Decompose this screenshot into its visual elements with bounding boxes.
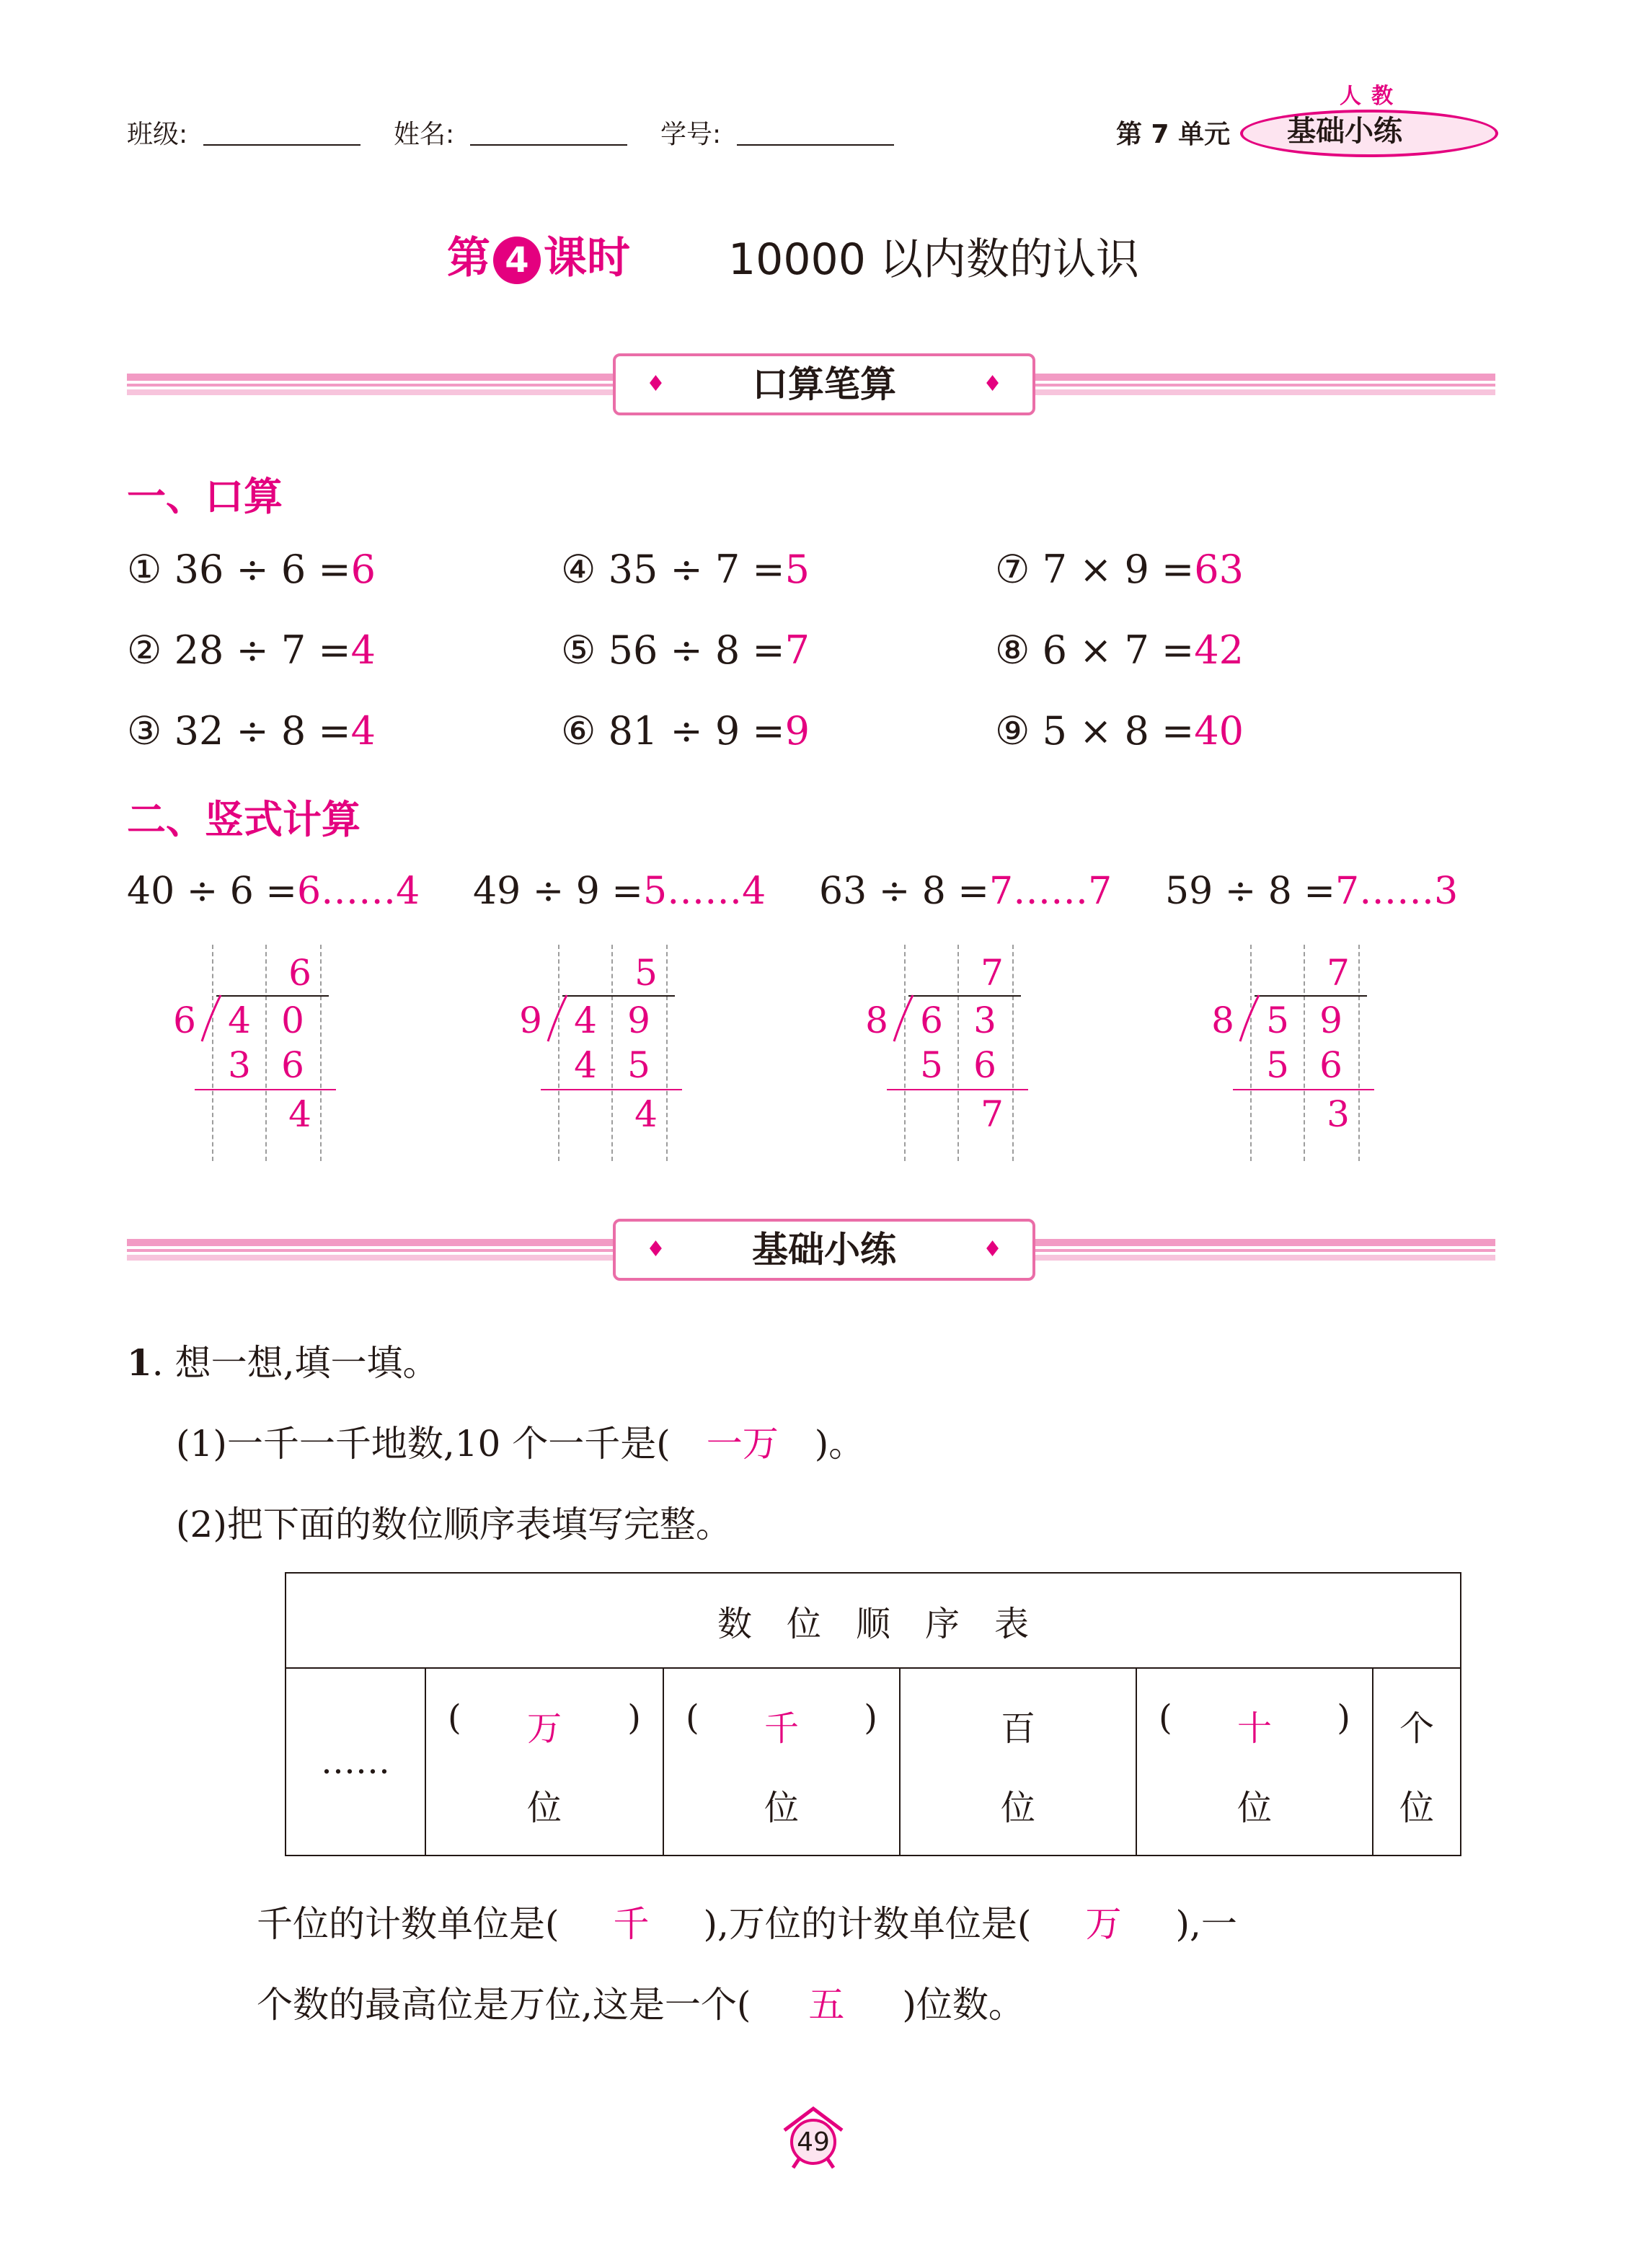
division-bracket [547,994,568,1044]
table-cell-wan [425,1668,663,1856]
guide-line [1250,945,1252,1161]
close-paren: ) [627,1698,641,1738]
oral-item [561,627,810,673]
product-digit: 5 [1266,1044,1289,1086]
long-division [851,945,1038,1161]
table-cell-qian [663,1668,900,1856]
subtraction-bar [195,1089,336,1090]
blank-answer: 万 [1085,1903,1122,1945]
guide-line [611,945,613,1161]
item-number: ③ [127,708,162,754]
blank-answer: 五 [808,1984,845,2026]
long-division [1197,945,1384,1161]
dividend-digit: 5 [1266,1000,1289,1041]
vertical-equation [127,870,420,913]
item-expression: 81 ÷ 9 = [608,708,785,754]
divisor-digit: 9 [519,1000,542,1041]
item-expression: 6 × 7 = [1042,627,1195,673]
division-bracket [200,994,222,1044]
class-blank [203,144,360,146]
equation-expression: 63 ÷ 8 = [819,870,989,913]
name-label: 姓名: [394,120,455,149]
oral-item [561,708,810,754]
place-answer: 十 [1237,1708,1272,1749]
sentence-text: 个数的最高位是万位,这是一个( [257,1984,751,2026]
division-bracket [1239,994,1260,1044]
vertical-equation [819,870,1112,913]
equation-expression: 40 ÷ 6 = [127,870,297,913]
item-answer: 63 [1194,547,1244,592]
guide-line [904,945,906,1161]
remainder-digit: 4 [634,1093,658,1135]
dividend-digit: 4 [574,1000,597,1041]
dividend-digit: 6 [920,1000,943,1041]
remainder-digit: 4 [288,1093,311,1135]
guide-line [212,945,213,1161]
long-division [505,945,692,1161]
item-number: ① [127,547,162,592]
equation-answer: 5……4 [642,870,766,913]
guide-line [265,945,267,1161]
item-answer: 9 [784,708,810,754]
quotient-digit: 6 [288,952,311,994]
lesson-suffix: 课时 [544,233,630,283]
item-answer: 6 [350,547,376,592]
question-text: . 想一想,填一填。 [151,1342,439,1384]
quotient-digit: 7 [981,952,1004,994]
item-number: ② [127,627,162,673]
student-id-blank [737,144,894,146]
product-digit: 6 [281,1044,304,1086]
table-ellipsis: …… [286,1668,425,1856]
equation-answer: 6……4 [296,870,420,913]
blank-answer: 千 [613,1903,650,1945]
unit-label: 第 7 单元 [1116,120,1231,149]
part1-prefix: (1)一千一千地数,10 个一千是( [176,1423,671,1465]
guide-line [666,945,668,1161]
item-number: ⑤ [561,627,596,673]
remainder-digit: 7 [981,1093,1004,1135]
subtraction-bar [541,1089,682,1090]
dividend-digit: 4 [228,1000,251,1041]
product-digit: 3 [228,1044,251,1086]
place-name: 个 [1399,1708,1434,1749]
oral-item [995,627,1244,673]
oral-item [127,627,376,673]
name-blank [470,144,627,146]
open-paren: ( [448,1698,461,1738]
dividend-digit: 0 [281,1000,304,1041]
section-header-text: 口算笔算 [752,363,896,405]
place-suffix: 位 [1000,1788,1035,1828]
question-1-part-1 [176,1415,864,1467]
lesson-title: 10000 以内数的认识 [728,234,1139,285]
product-digit: 6 [973,1044,996,1086]
lesson-label [447,224,630,286]
long-division [159,945,346,1161]
item-answer: 5 [784,547,810,592]
divisor-digit: 8 [865,1000,888,1041]
remainder-digit: 3 [1327,1093,1350,1135]
quotient-digit: 5 [634,952,658,994]
vertical-equation [473,870,766,913]
item-expression: 32 ÷ 8 = [174,708,351,754]
guide-line [957,945,959,1161]
table-cell-ge [1373,1668,1461,1856]
place-suffix: 位 [764,1788,799,1828]
guide-line [1304,945,1305,1161]
item-number: ⑨ [995,708,1030,754]
lesson-prefix: 第 [447,233,490,283]
item-number: ⑥ [561,708,596,754]
oral-item [561,547,810,592]
publisher-label: 人教 [1340,84,1403,109]
place-value-sentence-2 [257,1976,1025,2028]
guide-line [320,945,322,1161]
place-answer: 万 [526,1708,562,1749]
series-title: 基础小练 [1287,115,1402,148]
section-header-basic-practice [613,1219,1035,1281]
table-title: 数 位 顺 序 表 [286,1573,1461,1668]
dividend-digit: 3 [973,1000,996,1041]
page-number: 49 [797,2127,830,2157]
item-expression: 56 ÷ 8 = [608,627,785,673]
close-paren: ) [1337,1698,1350,1738]
equation-expression: 59 ÷ 8 = [1165,870,1335,913]
sentence-text: 千位的计数单位是( [257,1903,559,1945]
place-value-sentence-1 [257,1895,1237,1947]
diamond-icon: ♦ [646,371,665,397]
oral-item [995,547,1244,592]
item-expression: 5 × 8 = [1042,708,1195,754]
table-cell-shi [1136,1668,1373,1856]
page-number-badge [779,2106,848,2168]
sentence-text: ),一 [1175,1903,1237,1945]
item-answer: 4 [350,708,376,754]
item-expression: 28 ÷ 7 = [174,627,351,673]
place-suffix: 位 [1399,1788,1434,1828]
product-digit: 6 [1319,1044,1342,1086]
place-value-table [285,1572,1461,1856]
divisor-digit: 8 [1211,1000,1234,1041]
open-paren: ( [686,1698,699,1738]
place-name: 百 [1000,1708,1035,1749]
oral-item [127,708,376,754]
oral-item [127,547,376,592]
item-number: ⑦ [995,547,1030,592]
item-answer: 7 [784,627,810,673]
oral-section-title: 一、口算 [127,474,283,519]
place-suffix: 位 [526,1788,562,1828]
close-paren: ) [864,1698,877,1738]
diamond-icon: ♦ [983,1237,1002,1262]
item-expression: 7 × 9 = [1042,547,1195,592]
dividend-digit: 9 [1319,1000,1342,1041]
part1-answer: 一万 [706,1423,779,1465]
sentence-text: ),万位的计数单位是( [703,1903,1032,1945]
division-bar [562,995,675,997]
quotient-digit: 7 [1327,952,1350,994]
division-bar [1255,995,1367,997]
guide-line [1012,945,1014,1161]
division-bar [216,995,329,997]
dividend-digit: 9 [627,1000,650,1041]
vertical-section-title: 二、竖式计算 [127,797,360,842]
division-bracket [893,994,914,1044]
item-expression: 36 ÷ 6 = [174,547,351,592]
student-id-label: 学号: [660,120,722,149]
table-cell-bai [900,1668,1136,1856]
guide-line [558,945,559,1161]
product-digit: 5 [627,1044,650,1086]
subtraction-bar [1233,1089,1374,1090]
sentence-text: )位数。 [902,1984,1025,2026]
product-digit: 5 [920,1044,943,1086]
oral-item [995,708,1244,754]
subtraction-bar [887,1089,1028,1090]
part1-suffix: )。 [814,1423,865,1465]
item-number: ④ [561,547,596,592]
equation-answer: 7……3 [1335,870,1459,913]
diamond-icon: ♦ [646,1237,665,1262]
guide-line [1358,945,1360,1161]
vertical-equation [1165,870,1458,913]
equation-answer: 7……7 [988,870,1112,913]
place-answer: 千 [764,1708,799,1749]
question-number: 1 [127,1341,152,1384]
place-suffix: 位 [1237,1788,1272,1828]
product-digit: 4 [574,1044,597,1086]
item-answer: 42 [1194,627,1244,673]
open-paren: ( [1159,1698,1172,1738]
item-expression: 35 ÷ 7 = [608,547,785,592]
section-header-text: 基础小练 [752,1229,896,1271]
lesson-number: 4 [493,237,541,284]
diamond-icon: ♦ [983,371,1002,397]
item-answer: 40 [1194,708,1244,754]
question-1-title [127,1334,438,1386]
division-bar [908,995,1021,997]
class-label: 班级: [127,120,188,149]
equation-expression: 49 ÷ 9 = [473,870,643,913]
section-header-oral-written [613,353,1035,415]
question-1-part-2: (2)把下面的数位顺序表填写完整。 [176,1504,732,1545]
divisor-digit: 6 [173,1000,196,1041]
item-number: ⑧ [995,627,1030,673]
item-answer: 4 [350,627,376,673]
